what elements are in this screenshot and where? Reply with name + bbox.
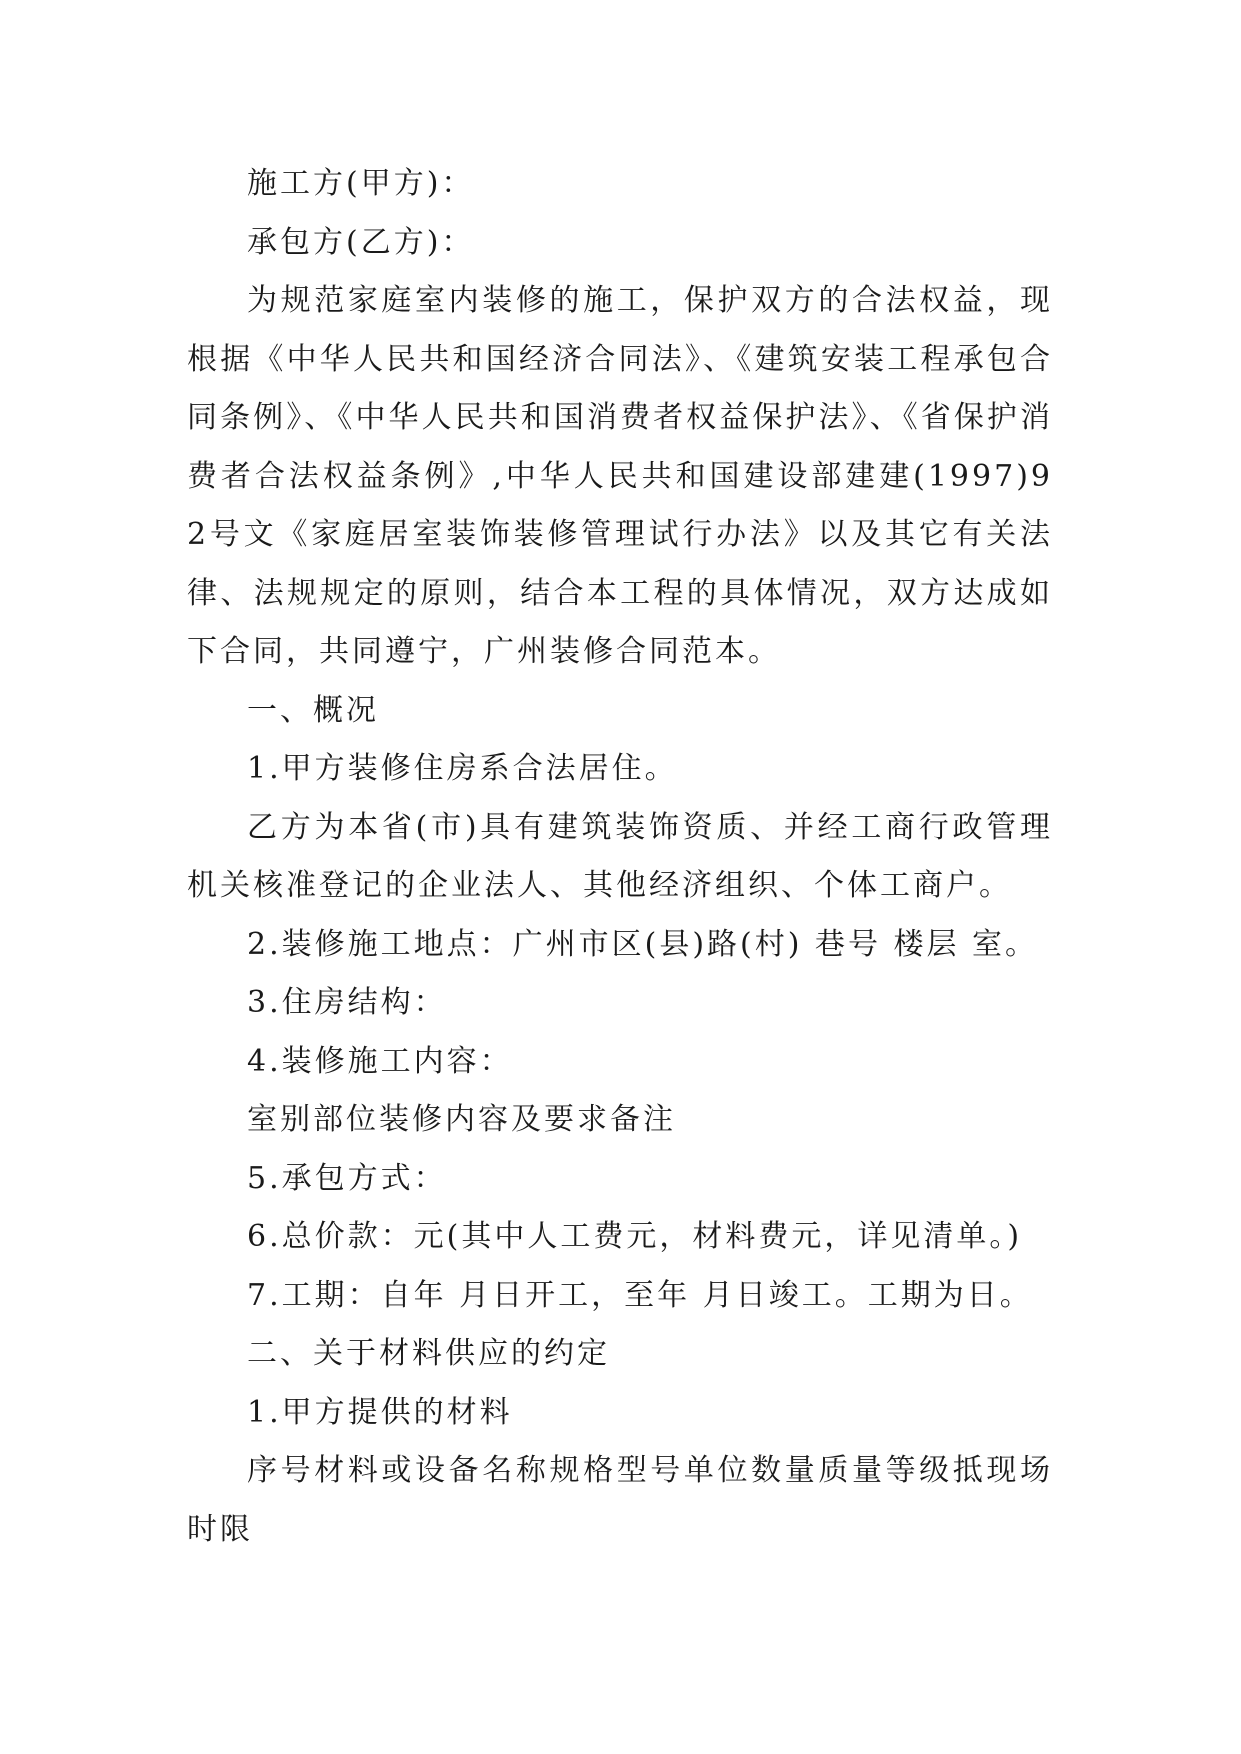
party-a-line: 施工方(甲方)：	[247, 166, 475, 201]
party-b-line: 承包方(乙方)：	[247, 224, 475, 260]
clause-3-structure: 3.住房结构：	[247, 985, 447, 1020]
clause-6-total-price: 6.总价款：元(其中人工费元，材料费元，详见清单。)	[247, 1219, 1023, 1254]
section-heading-materials: 二、关于材料供应的约定	[247, 1336, 610, 1371]
contractor-qualification-paragraph: 乙方为本省(市)具有建筑装饰资质、并经工商行政管理机关核准登记的企业法人、其他经济组织、个体工商户。	[187, 809, 1053, 903]
clause-1-residence: 1.甲方装修住房系合法居住。	[247, 751, 678, 786]
preamble-paragraph: 为规范家庭室内装修的施工，保护双方的合法权益，现根据《中华人民共和国经济合同法》、《建筑安装工程承包合同条例》、《中华人民共和国消费者权益保护法》、《省保护消费者合法权益条例》,中华人民共和国建设部建建(1997)92号文《家庭居室装饰装修管理试行办法》以及其它有关法律、法规规定的原则，结合本工程的具体情况，双方达成如下合同，共同遵宁，广州装修合同范本。	[187, 283, 1053, 669]
materials-table-header: 序号材料或设备名称规格型号单位数量质量等级抵现场时限	[187, 1453, 1053, 1547]
clause-5-contract-method: 5.承包方式：	[247, 1160, 447, 1196]
clause-7-schedule: 7.工期：自年 月日开工，至年 月日竣工。工期为日。	[247, 1277, 1033, 1313]
clause-4-content: 4.装修施工内容：	[247, 1043, 513, 1079]
section-heading-overview: 一、概况	[247, 692, 379, 728]
clause-1-party-a-materials: 1.甲方提供的材料	[247, 1394, 513, 1430]
clause-2-location: 2.装修施工地点：广州市区(县)路(村) 巷号 楼层 室。	[247, 926, 1039, 962]
document-body	[187, 155, 1053, 1559]
content-table-header: 室别部位装修内容及要求备注	[247, 1102, 676, 1137]
